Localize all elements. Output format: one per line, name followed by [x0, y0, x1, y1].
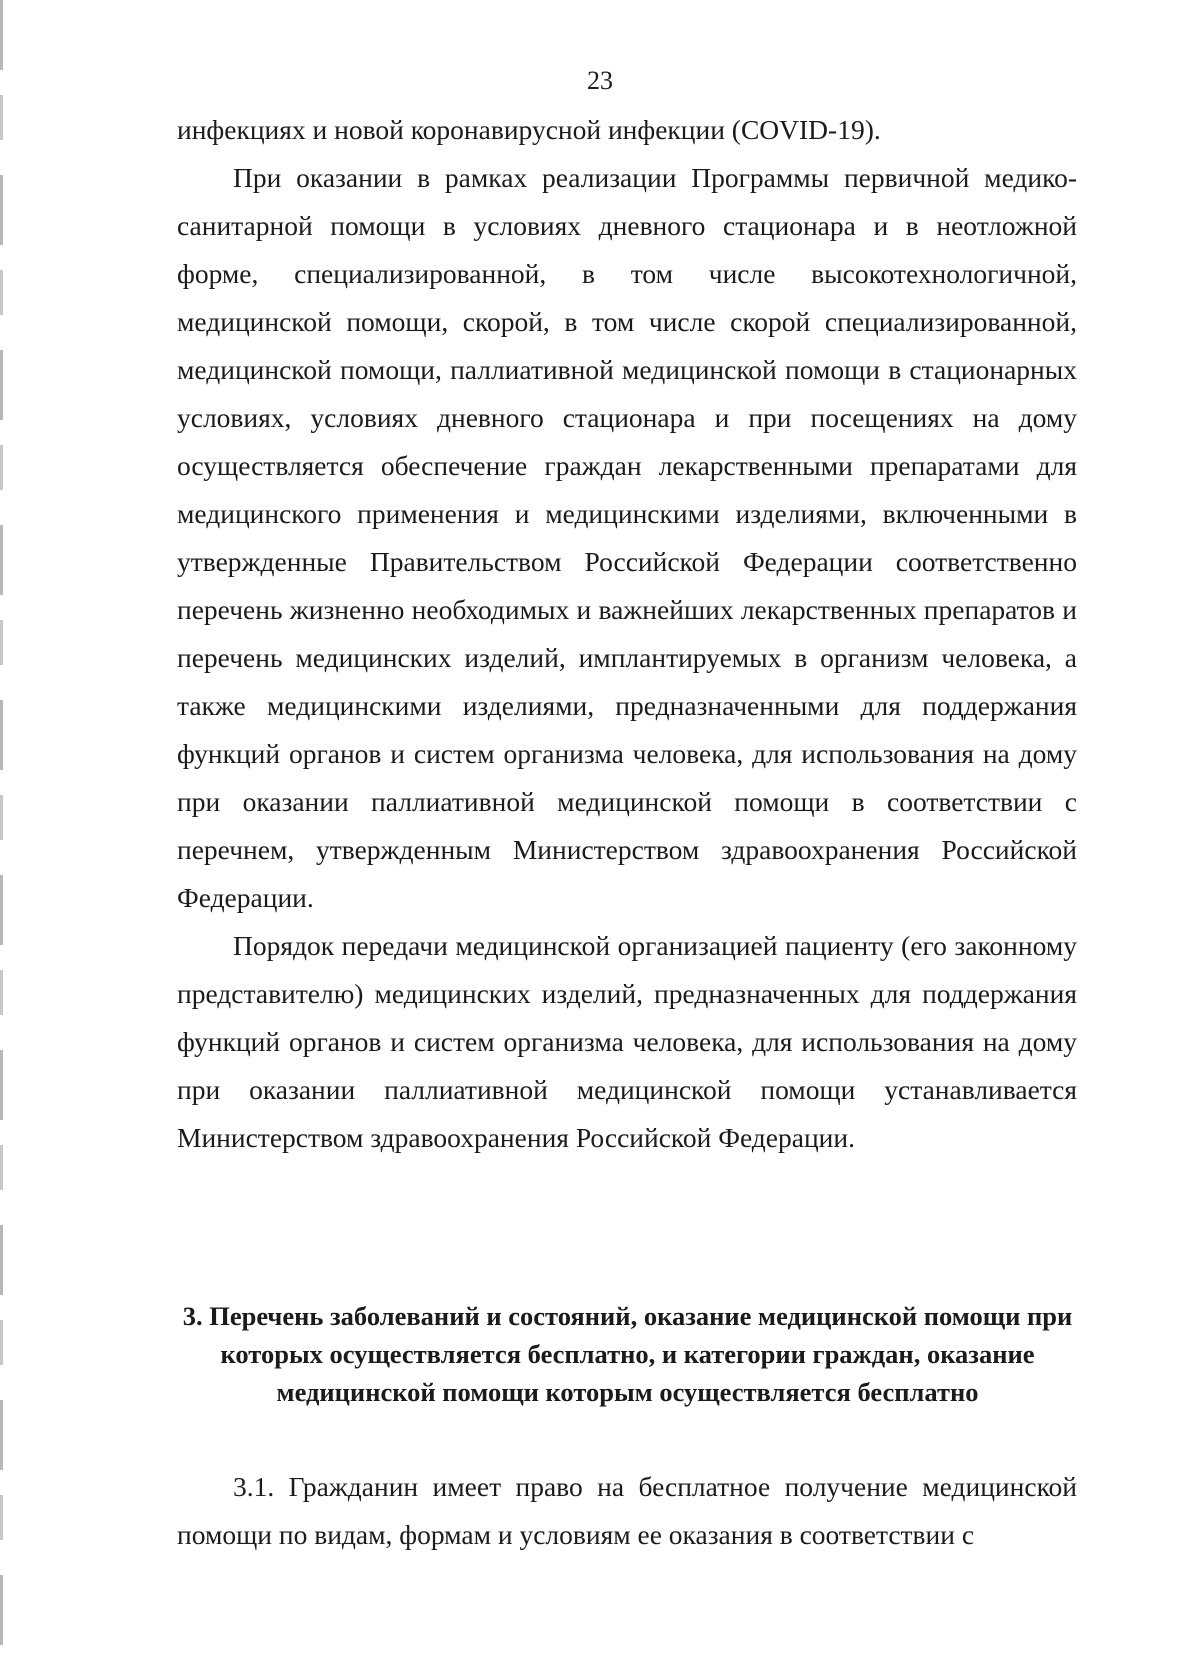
scan-edge-artifact — [0, 0, 3, 1661]
paragraph-continuation: инфекциях и новой коронавирусной инфекции (COVID-19). — [177, 114, 881, 145]
page-number: 23 — [587, 66, 613, 95]
document-body — [177, 106, 1077, 1162]
section-paragraph: 3.1. Гражданин имеет право на бесплатное получение медицинской помощи по видам, формам и условиям ее оказания в соответствии с — [177, 1471, 1077, 1550]
paragraph-device-transfer: Порядок передачи медицинской организацией пациенту (его законному представителю) медицинских изделий, предназначенных для поддержания функций органов и систем организма человека, для использования на дому при оказании паллиативной медицинской помощи устанавливается Министерством здравоохранения Российской Федерации. — [177, 930, 1077, 1153]
section-heading: 3. Перечень заболеваний и состояний, оказание медицинской помощи при которых осуществляется бесплатно, и категории граждан, оказание медицинской помощи которым осуществляется бесплатно — [182, 1301, 1073, 1407]
paragraph-medication-provision: При оказании в рамках реализации Программы первичной медико-санитарной помощи в условиях дневного стационара и в неотложной форме, специализированной, в том числе высокотехнологичной, медицинской помощи, скорой, в том числе скорой специализированной, медицинской помощи, паллиативной медицинской помощи в стационарных условиях, условиях дневного стационара и при посещениях на дому осуществляется обеспечение граждан лекарственными препаратами для медицинского применения и медицинскими изделиями, включенными в утвержденные Правительством Российской Федерации соответственно перечень жизненно необходимых и важнейших лекарственных препаратов и перечень медицинских изделий, имплантируемых в организм человека, а также медицинскими изделиями, предназначенными для поддержания функций органов и систем организма человека, для использования на дому при оказании паллиативной медицинской помощи в соответствии с перечнем, утвержденным Министерством здравоохранения Российской Федерации. — [177, 162, 1077, 913]
